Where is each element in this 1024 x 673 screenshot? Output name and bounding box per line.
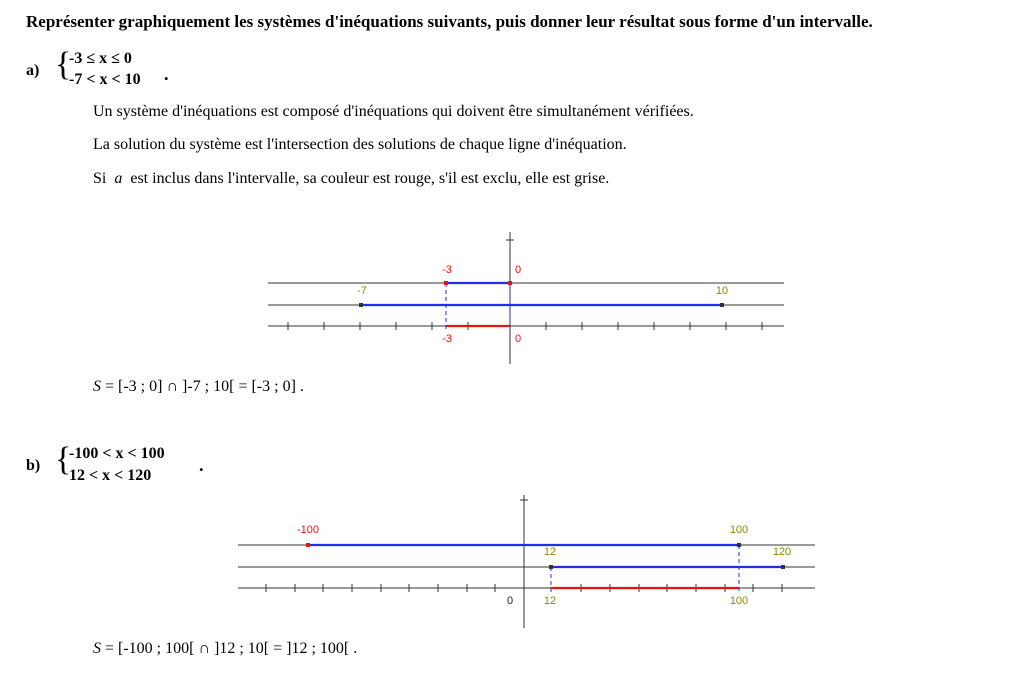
graph-b-label: 120 xyxy=(772,546,792,558)
graph-a-label: 0 xyxy=(515,333,522,345)
solution-b-text: = [-100 ; 100[ ∩ ]12 ; 10[ = ]12 ; 100[ . xyxy=(105,640,358,657)
graph-a-endpoint xyxy=(444,281,448,285)
graph-b-endpoint xyxy=(549,565,553,569)
solution-a xyxy=(93,378,304,396)
graph-b-label: 12 xyxy=(543,595,557,607)
graph-a-endpoint xyxy=(720,303,724,307)
part-a-period: . xyxy=(164,64,169,84)
exercise-title: Représenter graphiquement les systèmes d'inéquations suivants, puis donner leur résultat sous forme d'un intervalle. xyxy=(26,12,873,31)
part-b-inequality-2: 12 < x < 120 xyxy=(69,467,152,484)
paragraph-3-end: est inclus dans l'intervalle, sa couleur est rouge, s'il est exclu, elle est grise. xyxy=(130,170,610,187)
paragraph-3-start: Si xyxy=(93,170,107,187)
graph-b-origin-label: 0 xyxy=(506,595,514,607)
graph-b-label: -100 xyxy=(296,524,320,536)
graph-b-endpoint xyxy=(781,565,785,569)
part-a-inequality-2: -7 < x < 10 xyxy=(69,71,141,88)
part-b-inequality-1: -100 < x < 100 xyxy=(69,445,165,462)
part-a-inequality-1: -3 ≤ x ≤ 0 xyxy=(69,50,132,67)
paragraph-2: La solution du système est l'intersection des solutions de chaque ligne d'inéquation. xyxy=(93,136,627,153)
graph-b-label: 100 xyxy=(729,595,749,607)
graph-a-endpoint xyxy=(508,281,512,285)
graph-a-label: 0 xyxy=(515,264,522,276)
part-b-period: . xyxy=(199,455,204,475)
graph-b-endpoint xyxy=(737,543,741,547)
paragraph-1: Un système d'inéquations est composé d'inéquations qui doivent être simultanément vérifiées. xyxy=(93,103,694,120)
graph-a-label: 10 xyxy=(715,285,729,297)
graph-a-endpoint xyxy=(359,303,363,307)
solution-a-text: = [-3 ; 0] ∩ ]-7 ; 10[ = [-3 ; 0] . xyxy=(105,378,304,395)
solution-a-variable: S xyxy=(93,378,101,395)
graph-b-label: 12 xyxy=(543,546,557,558)
graph-a-label: -7 xyxy=(357,285,367,297)
graph-a-label: -3 xyxy=(442,264,452,276)
part-a-brace: { xyxy=(55,46,72,83)
graph-a-label: -3 xyxy=(442,333,452,345)
graph-b-label: 100 xyxy=(729,524,749,536)
solution-b xyxy=(93,640,357,658)
solution-b-variable: S xyxy=(93,640,101,657)
variable-a: a xyxy=(114,170,123,187)
part-a-label: a) xyxy=(26,62,40,79)
part-b-label: b) xyxy=(26,457,41,474)
part-b-brace: { xyxy=(55,441,72,478)
graph-b-endpoint xyxy=(306,543,310,547)
